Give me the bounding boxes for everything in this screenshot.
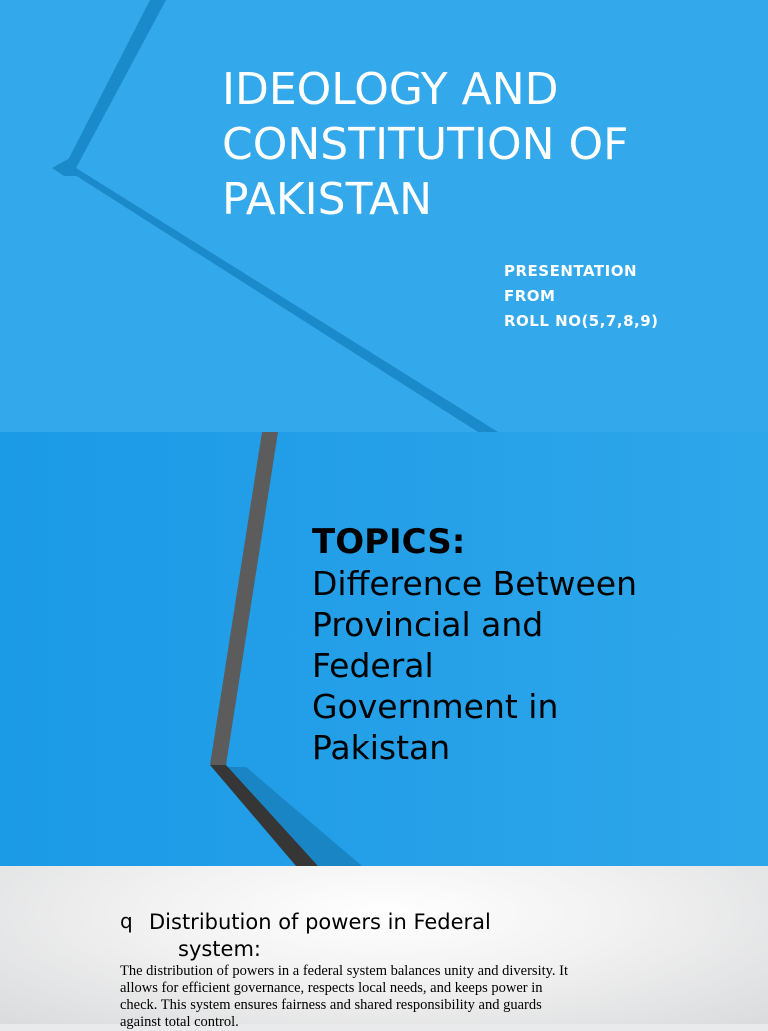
topics-line: Pakistan <box>312 728 451 767</box>
topics-line: Federal <box>312 646 434 685</box>
topics-line: Government in <box>312 687 559 726</box>
title-line: IDEOLOGY AND <box>222 64 559 115</box>
subtitle-line: FROM <box>504 287 556 305</box>
bullet-marker: q <box>120 909 133 933</box>
distribution-paragraph: The distribution of powers in a federal system balances unity and diversity. It allows for efficient governance, respects local needs, and keeps power in check. This system ensures fairness and shared responsibility and guards against total control. <box>120 963 569 1030</box>
title-line: PAKISTAN <box>222 174 433 225</box>
slide-title <box>0 0 768 432</box>
topics-line: Difference Between <box>312 564 638 603</box>
subtitle-line: PRESENTATION <box>504 262 638 280</box>
topics-line: Provincial and <box>312 605 544 644</box>
bullet-heading-line: Distribution of powers in Federal <box>149 910 491 934</box>
presentation-subtitle <box>504 259 659 334</box>
presentation-title <box>222 62 742 227</box>
bullet-heading-line: system: <box>178 937 261 961</box>
subtitle-line: ROLL NO(5,7,8,9) <box>504 312 659 330</box>
topics-body <box>312 563 752 768</box>
bullet-heading <box>149 909 569 963</box>
deco-line-upper <box>64 0 166 168</box>
title-line: CONSTITUTION OF <box>222 119 629 170</box>
topics-heading: TOPICS: <box>312 522 466 562</box>
